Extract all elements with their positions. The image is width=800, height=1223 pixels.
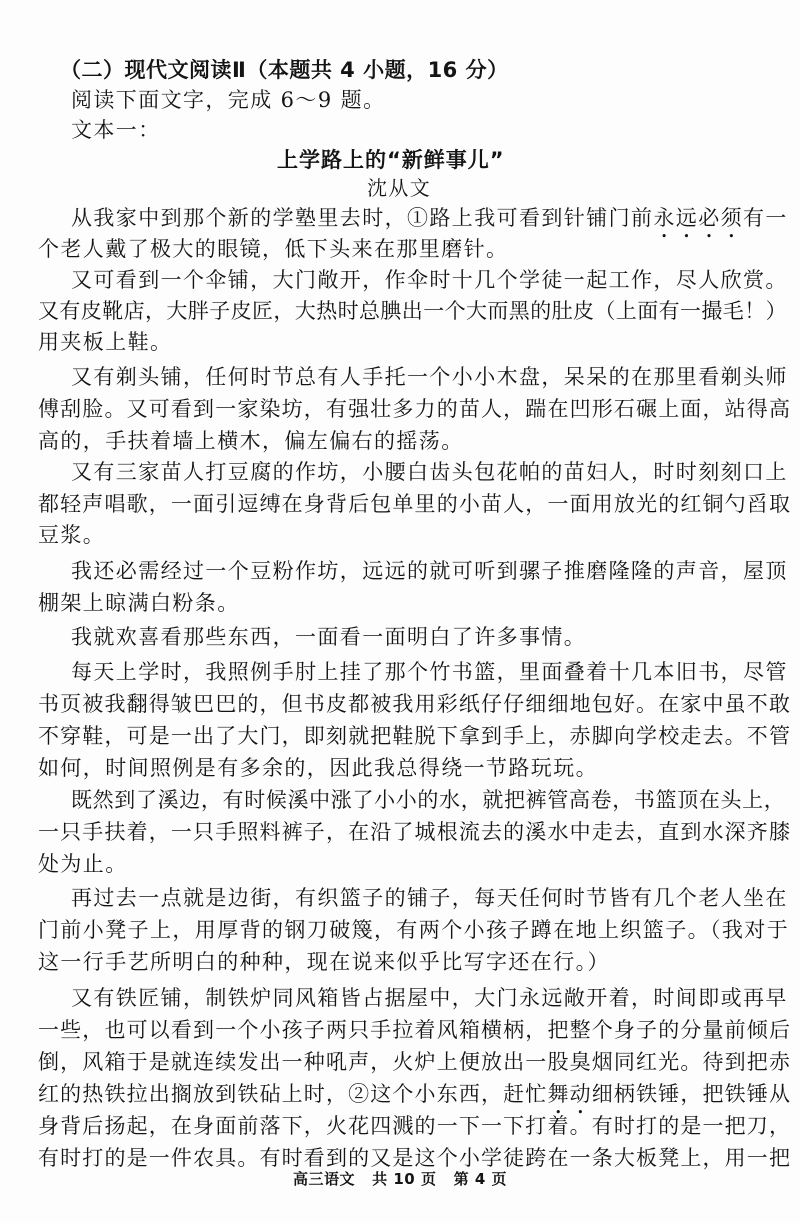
text-line: 又有剃头铺，任何时节总有人手托一个小小木盘，呆呆的在那里看剃头师 xyxy=(71,365,788,389)
text-segment: 红的热铁拉出搁放到铁砧上时，②这个小东西，赶忙 xyxy=(38,1082,548,1106)
text-line: 个老人戴了极大的眼镜，低下头来在那里磨针。 xyxy=(38,237,509,261)
page-footer xyxy=(0,1168,800,1189)
text-line: 倒，风箱于是就连续发出一种吼声，火炉上便放出一股臭烟同红光。待到把赤 xyxy=(38,1050,792,1074)
text-line: 又有皮靴店，大胖子皮匠，大热时总腆出一个大而黑的肚皮（上面有一撮毛！） xyxy=(38,299,787,323)
section-heading: （二）现代文阅读Ⅱ（本题共 4 小题，16 分） xyxy=(60,58,509,82)
text-line: 每天上学时，我照例手肘上挂了那个竹书篮，里面叠着十几本旧书，尽管 xyxy=(71,660,788,684)
text-line: 书页被我翻得皱巴巴的，但书皮都被我用彩纸仔仔细细地包好。在家中虽不敢 xyxy=(38,692,792,716)
text-line: 傅刮脸。又可看到一家染坊，有强壮多力的苗人，踹在凹形石碾上面，站得高 xyxy=(38,397,792,421)
text-line: 又可看到一个伞铺，大门敞开，作伞时十几个学徒一起工作，尽人欣赏。 xyxy=(71,268,788,292)
text-line: 处为止。 xyxy=(38,852,128,876)
text-line: 一些，也可以看到一个小孩子两只手拉着风箱横柄，把整个身子的分量前倾后 xyxy=(38,1018,792,1042)
text-line: 我还必需经过一个豆粉作坊，远远的就可听到骡子推磨隆隆的声音，屋顶 xyxy=(71,559,788,583)
text-line: 都轻声唱歌，一面引逗缚在身背后包单里的小苗人，一面用放光的红铜勺舀取 xyxy=(38,492,792,516)
text-line: 门前小凳子上，用厚背的钢刀破篾，有两个小孩子蹲在地上织篮子。（我对于 xyxy=(38,918,790,942)
text-line: 不穿鞋，可是一出了大门，即刻就把鞋脱下拿到手上，赤脚向学校走去。不管 xyxy=(38,724,792,748)
text-line: 高的，手扶着墙上横木，偏左偏右的摇荡。 xyxy=(38,429,464,453)
text-line: 又有铁匠铺，制铁炉同风箱皆占据屋中，大门永远敞开着，时间即或再早 xyxy=(71,986,788,1010)
text-line: 再过去一点就是边街，有织篮子的铺子，每天任何时节皆有几个老人坐在 xyxy=(71,886,788,910)
footer-subject: 高三语文 xyxy=(292,1170,355,1188)
emphasized-phrase: 舞动 xyxy=(547,1082,592,1106)
text-line: 豆浆。 xyxy=(38,523,106,547)
footer-page-number: 第 4 页 xyxy=(453,1170,508,1188)
text-line: 我就欢喜看那些东西，一面看一面明白了许多事情。 xyxy=(71,625,587,649)
text-segment: 细柄铁锤，把铁锤从 xyxy=(591,1082,792,1106)
reading-instruction: 阅读下面文字，完成 6～9 题。 xyxy=(71,88,386,112)
text-segment: 有一 xyxy=(743,206,788,230)
text-line: 既然到了溪边，有时候溪中涨了小小的水，就把裤管高卷，书篮顶在头上， xyxy=(71,788,786,812)
text-line: 一只手扶着，一只手照料裤子，在沿了城根流去的溪水中走去，直到水深齐膝 xyxy=(38,820,792,844)
article-title: 上学路上的“新鲜事儿” xyxy=(277,148,505,172)
text-line: 有时打的是一件农具。有时看到的又是这个小学徒跨在一条大板凳上，用一把 xyxy=(38,1146,792,1170)
text-line: 棚架上晾满白粉条。 xyxy=(38,591,240,615)
text-line: 这一行手艺所明白的种种，现在说来似乎比写字还在行。） xyxy=(38,950,610,974)
text-line: 身背后扬起，在身面前落下，火花四溅的一下一下打着。有时打的是一把刀， xyxy=(38,1114,792,1138)
text-line: 用夹板上鞋。 xyxy=(38,330,173,354)
text-line: 如何，时间照例是有多余的，因此我总得绕一节路玩玩。 xyxy=(38,756,598,780)
text-label: 文本一： xyxy=(71,118,161,142)
footer-total-pages: 共 10 页 xyxy=(372,1170,437,1188)
article-author: 沈从文 xyxy=(367,176,432,200)
text-segment: 从我家中到那个新的学塾里去时，①路上我可看到针铺门前 xyxy=(71,206,654,230)
text-line: 又有三家苗人打豆腐的作坊，小腰白齿头包花帕的苗妇人，时时刻刻口上 xyxy=(71,460,788,484)
emphasized-phrase: 永远必须 xyxy=(653,206,744,230)
